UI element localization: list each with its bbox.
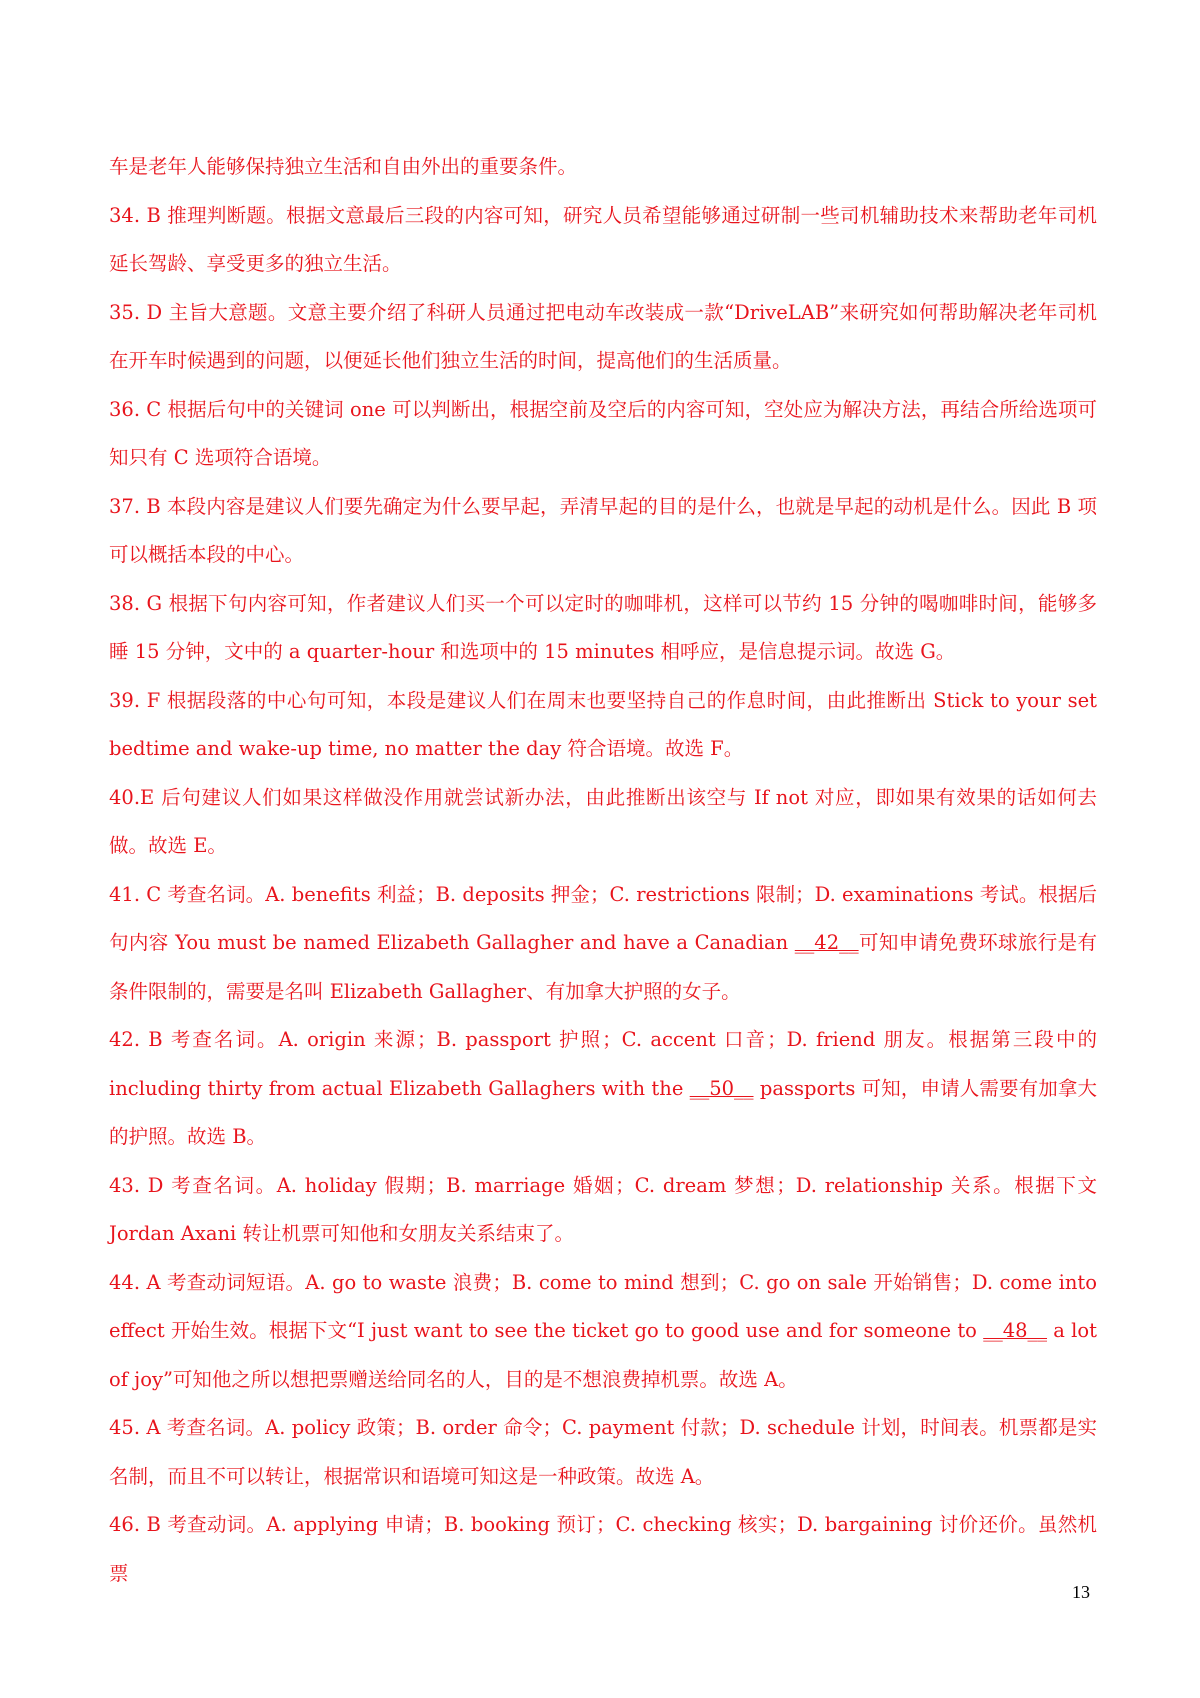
blank-42: __42__ (794, 931, 859, 954)
answer-40: 40.E 后句建议人们如果这样做没作用就尝试新办法，由此推断出该空与 If not 对应，即如果有效果的话如何去做。故选 E。 (109, 785, 1097, 857)
answer-44-before: 44. A 考查动词短语。A. go to waste 浪费；B. come to mind 想到；C. go on sale 开始销售；D. come into effect 开始生效。根据下文“I just want to see the ticket go to good use and for someone to (109, 1270, 1097, 1342)
answer-explanations (109, 143, 1097, 1598)
answer-42-before: 42. B 考查名词。A. origin 来源；B. passport 护照；C. accent 口音；D. friend 朋友。根据第三段中的 including thirty from actual Elizabeth Gallaghers with the (109, 1028, 1097, 1100)
answer-42 (109, 1016, 1097, 1162)
answer-44-after: a lot of joy”可知他之所以想把票赠送给同名的人，目的是不想浪费掉机票。故选 A。 (109, 1319, 1097, 1391)
answer-46: 46. B 考查动词。A. applying 申请；B. booking 预订；C. checking 核实；D. bargaining 讨价还价。虽然机票 (109, 1513, 1097, 1585)
answer-41 (109, 871, 1097, 1017)
answer-41-before: 41. C 考查名词。A. benefits 利益；B. deposits 押金；C. restrictions 限制；D. examinations 考试。根据后句内容 You must be named Elizabeth Gallagher and have a Canadian (109, 882, 1097, 954)
blank-50: __50__ (689, 1076, 754, 1100)
answer-44 (109, 1259, 1097, 1405)
answer-43: 43. D 考查名词。A. holiday 假期；B. marriage 婚姻；C. dream 梦想；D. relationship 关系。根据下文 Jordan Axani 转让机票可知他和女朋友关系结束了。 (109, 1173, 1097, 1245)
answer-42-after: passports 可知，申请人需要有加拿大的护照。故选 B。 (109, 1076, 1097, 1148)
paragraph-continuation: 车是老年人能够保持独立生活和自由外出的重要条件。 (109, 155, 578, 178)
answer-38: 38. G 根据下句内容可知，作者建议人们买一个可以定时的咖啡机，这样可以节约 15 分钟的喝咖啡时间，能够多睡 15 分钟，文中的 a quarter-hour 和选项中的 15 minutes 相呼应，是信息提示词。故选 G。 (109, 591, 1097, 663)
blank-48: __48__ (983, 1319, 1048, 1342)
answer-36: 36. C 根据后句中的关键词 one 可以判断出，根据空前及空后的内容可知，空处应为解决方法，再结合所给选项可知只有 C 选项符合语境。 (109, 397, 1097, 469)
answer-35: 35. D 主旨大意题。文意主要介绍了科研人员通过把电动车改装成一款“DriveLAB”来研究如何帮助解决老年司机在开车时候遇到的问题，以便延长他们独立生活的时间，提高他们的生活质量。 (109, 300, 1097, 372)
page-number: 13 (1072, 1582, 1090, 1602)
answer-41-after: 可知申请免费环球旅行是有条件限制的，需要是名叫 Elizabeth Gallagher、有加拿大护照的女子。 (109, 931, 1097, 1003)
answer-45: 45. A 考查名词。A. policy 政策；B. order 命令；C. payment 付款；D. schedule 计划，时间表。机票都是实名制，而且不可以转让，根据常识和语境可知这是一种政策。故选 A。 (109, 1416, 1097, 1488)
answer-34: 34. B 推理判断题。根据文意最后三段的内容可知，研究人员希望能够通过研制一些司机辅助技术来帮助老年司机延长驾龄、享受更多的独立生活。 (109, 203, 1097, 275)
answer-37: 37. B 本段内容是建议人们要先确定为什么要早起，弄清早起的目的是什么，也就是早起的动机是什么。因此 B 项可以概括本段的中心。 (109, 494, 1097, 566)
answer-39: 39. F 根据段落的中心句可知，本段是建议人们在周末也要坚持自己的作息时间，由此推断出 Stick to your set bedtime and wake-up time, no matter the day 符合语境。故选 F。 (109, 688, 1097, 760)
